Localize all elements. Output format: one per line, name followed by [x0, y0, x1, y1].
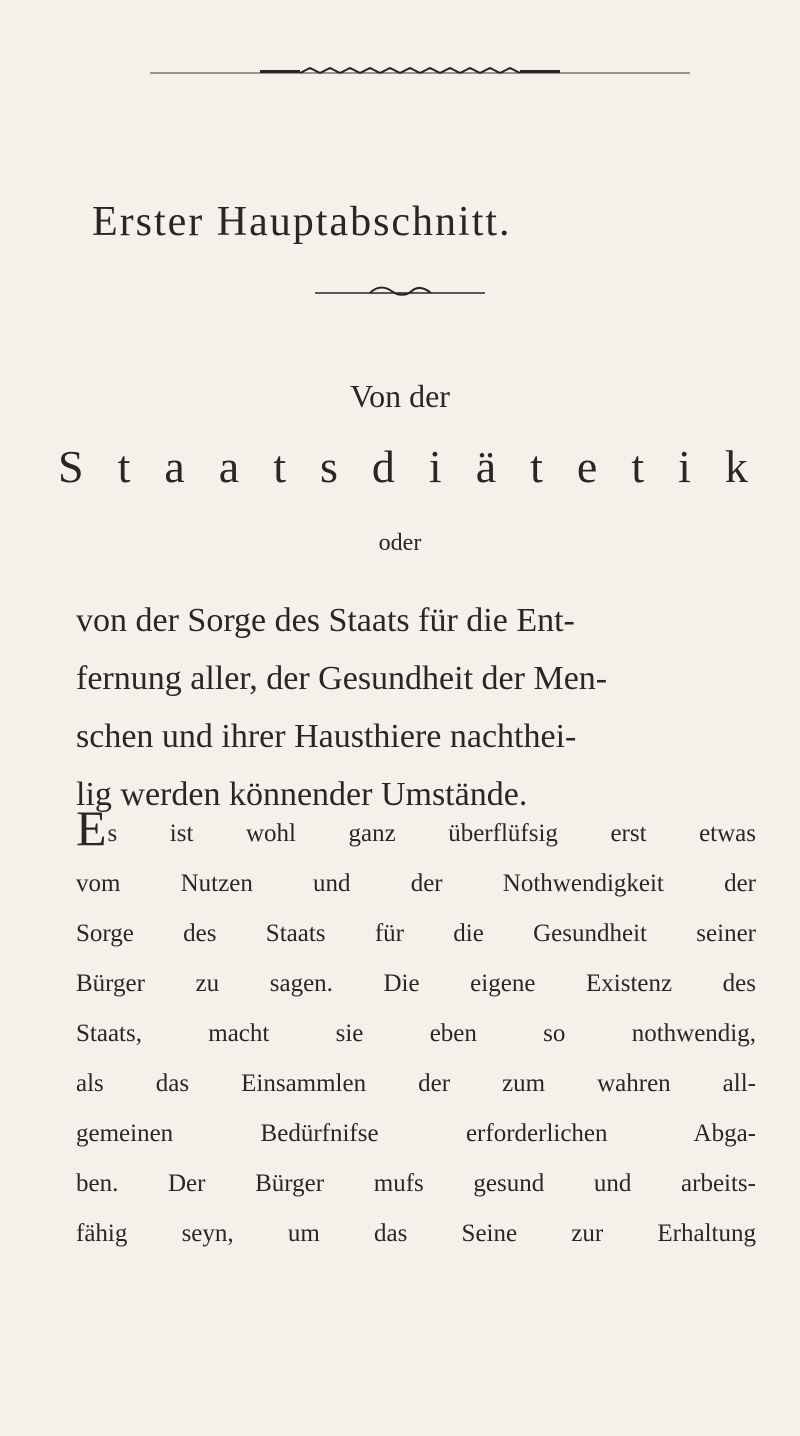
body-line: Sorge des Staats für die Gesundheit seiner	[76, 920, 756, 947]
conjunction: oder	[378, 530, 422, 556]
chapter-title: Erster Hauptabschnitt.	[92, 199, 512, 245]
subtitle-line: schen und ihrer Hausthiere nachthei-	[76, 718, 577, 755]
title-letter: k	[724, 441, 748, 492]
title-letter: a	[218, 441, 240, 492]
body-line: vom Nutzen und der Nothwendigkeit der	[76, 870, 756, 897]
body-line: fähig seyn, um das Seine zur Erhaltung	[76, 1220, 756, 1247]
body-line	[76, 800, 756, 859]
title-letter: e	[576, 441, 598, 492]
body-line: Bürger zu sagen. Die eigene Existenz des	[76, 970, 756, 997]
title-letter: i	[678, 441, 691, 492]
title-letter: t	[273, 441, 286, 492]
body-paragraph	[76, 800, 756, 1259]
subtitle-line: von der Sorge des Staats für die Ent-	[76, 602, 575, 639]
title-letter: d	[371, 441, 395, 492]
title-letter: t	[530, 441, 543, 492]
title-letter: t	[117, 441, 131, 492]
subtitle	[76, 592, 756, 824]
title-letter: S	[58, 441, 84, 492]
body-line: als das Einsammlen der zum wahren all-	[76, 1070, 756, 1097]
title-letter: s	[320, 441, 338, 492]
title-letter: t	[631, 441, 645, 492]
body-line: Staats, macht sie eben so nothwendig,	[76, 1020, 756, 1047]
drop-cap: E	[76, 800, 107, 856]
title-letter: ä	[475, 441, 497, 492]
body-line: gemeinen Bedürfnifse erforderlichen Abga-	[76, 1120, 756, 1147]
section-intro: Von der	[350, 378, 450, 414]
body-line-text: s ist wohl ganz überflüfsig erst etwas	[107, 820, 756, 847]
subtitle-line: fernung aller, der Gesundheit der Men-	[76, 660, 608, 697]
body-line: ben. Der Bürger mufs gesund und arbeits-	[76, 1170, 756, 1197]
divider-ornament	[315, 286, 485, 298]
title-letter: i	[428, 441, 442, 492]
section-title	[58, 440, 748, 493]
subtitle-line: lig werden könnender Umstände.	[76, 776, 528, 813]
title-letter: a	[164, 441, 185, 492]
header-rule-ornament	[150, 66, 690, 74]
